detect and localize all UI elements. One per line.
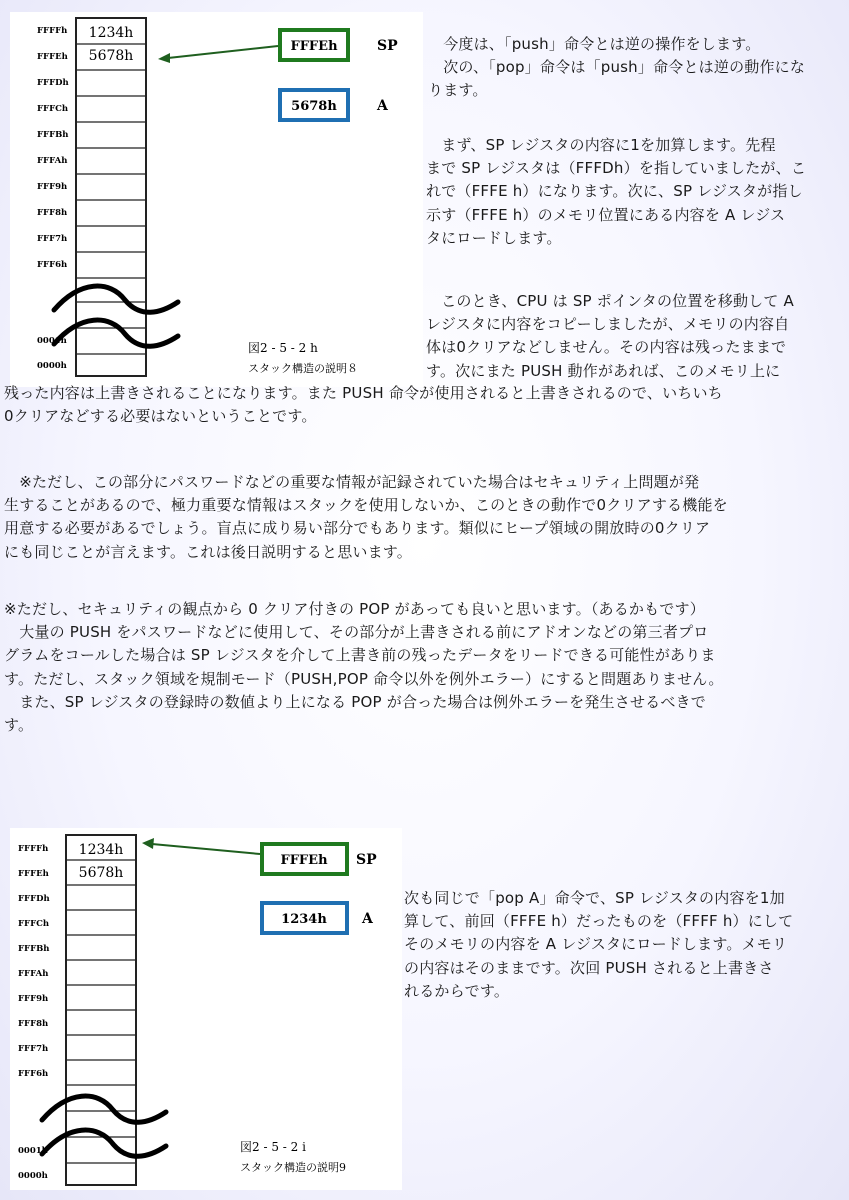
paragraph-pop-step: まず、SP レジスタの内容に1を加算します。先程 まで SP レジスタは（FFFDh）を指していましたが、こ れで（FFFE h）になります。次に、SP レジスタが指し 示す（FFFE h）のメモリ位置にある内容を A レジス タにロードします。 (426, 136, 807, 247)
address-label: FFFCh (37, 104, 69, 114)
address-label: FFF9h (18, 994, 49, 1004)
stack-diagram-1-svg (10, 12, 423, 387)
stack-value: 5678h (78, 865, 124, 881)
stack-value: 1234h (88, 25, 134, 41)
address-label: 0001h (18, 1146, 48, 1156)
address-label: FFFAh (37, 156, 68, 166)
address-label: FFFBh (37, 130, 69, 140)
address-label: FFF7h (18, 1044, 49, 1054)
figure-caption-title: スタック構造の説明８ (248, 362, 358, 375)
address-label: FFFEh (37, 52, 68, 62)
address-label: FFF9h (37, 182, 68, 192)
address-label: FFFBh (18, 944, 50, 954)
paragraph-security-note: ※ただし、この部分にパスワードなどの重要な情報が記録されていた場合はセキュリティ上問題が発 生することがあるので、極力重要な情報はスタックを使用しないか、このときの動作で0クリアする機能を 用意する必要があるでしょう。盲点に成り易い部分でもあります。類似にヒープ領域の開放時の0クリア にも同じことが言えます。これは後日説明すると思います。 (4, 473, 728, 561)
a-register-label: A (362, 911, 373, 927)
paragraph-intro: 今度は、「push」命令とは逆の操作をします。 次の、「pop」命令は「push」命令とは逆の動作にな ります。 (428, 35, 806, 100)
address-label: FFFFh (18, 844, 49, 854)
address-label: FFFDh (37, 78, 69, 88)
sp-register-value: FFFEh (290, 39, 338, 54)
stack-value: 1234h (78, 842, 124, 858)
address-label: FFFCh (18, 919, 50, 929)
a-register-label: A (377, 98, 388, 114)
memory-break-symbol (54, 286, 178, 346)
a-register-value: 1234h (281, 912, 327, 927)
address-label: FFFFh (37, 26, 68, 36)
figure-caption-title: スタック構造の説明9 (240, 1161, 346, 1174)
sp-register-value: FFFEh (280, 853, 328, 868)
address-label: 0000h (18, 1171, 48, 1181)
sp-pointer-arrow (142, 838, 260, 854)
address-label: FFF8h (37, 208, 68, 218)
stack-diagram-1 (10, 12, 423, 387)
sp-pointer-arrow (158, 46, 278, 63)
address-label: FFF6h (18, 1069, 49, 1079)
sp-register-label: SP (377, 38, 398, 54)
sp-register-label: SP (356, 852, 377, 868)
paragraph-security-pop: ※ただし、セキュリティの観点から 0 クリア付きの POP があっても良いと思います。（あるかもです） 大量の PUSH をパスワードなどに使用して、その部分が上書きされる前にアドオンなどの第三者プロ グラムをコールした場合は SP レジスタを介して上書き前の残ったデータをリードできる可能性がありま す。ただし、スタック領域を規制モード（PUSH,POP 命令以外を例外エラー）にすると問題ありません。 また、SP レジスタの登録時の数値より上になる POP が合った場合は例外エラーを発生させるべきで す。 (4, 600, 724, 735)
address-label: FFF7h (37, 234, 68, 244)
paragraph-cpu-copy: このとき、CPU は SP ポインタの位置を移動して A レジスタに内容をコピーしましたが、メモリの内容自 体は0クリアなどしません。その内容は残ったままで す。次にまた PUSH 動作があれば、このメモリ上に (426, 292, 795, 380)
figure-caption-number: 図2 - 5 - 2 i (240, 1140, 306, 1154)
figure-caption-number: 図2 - 5 - 2 h (248, 341, 318, 355)
address-label: 0000h (37, 361, 67, 371)
paragraph-cpu-copy-continued: 残った内容は上書きされることになります。また PUSH 命令が使用されると上書きされるので、いちいち 0クリアなどする必要はないということです。 (4, 384, 723, 426)
address-label: FFFAh (18, 969, 49, 979)
address-label: FFFEh (18, 869, 49, 879)
address-label: FFF8h (18, 1019, 49, 1029)
address-label: 0001h (37, 336, 67, 346)
stack-diagram-2-svg (10, 828, 402, 1190)
address-label: FFFDh (18, 894, 50, 904)
stack-diagram-2 (10, 828, 402, 1190)
memory-break-symbol (42, 1096, 166, 1156)
stack-value: 5678h (88, 48, 134, 64)
a-register-value: 5678h (291, 99, 337, 114)
paragraph-pop-a: 次も同じで「pop A」命令で、SP レジスタの内容を1加 算して、前回（FFFE h）だったものを（FFFF h）にして そのメモリの内容を A レジスタにロードします。メモリ の内容はそのままです。次回 PUSH されると上書きさ れるからです。 (404, 889, 794, 1000)
address-label: FFF6h (37, 260, 68, 270)
